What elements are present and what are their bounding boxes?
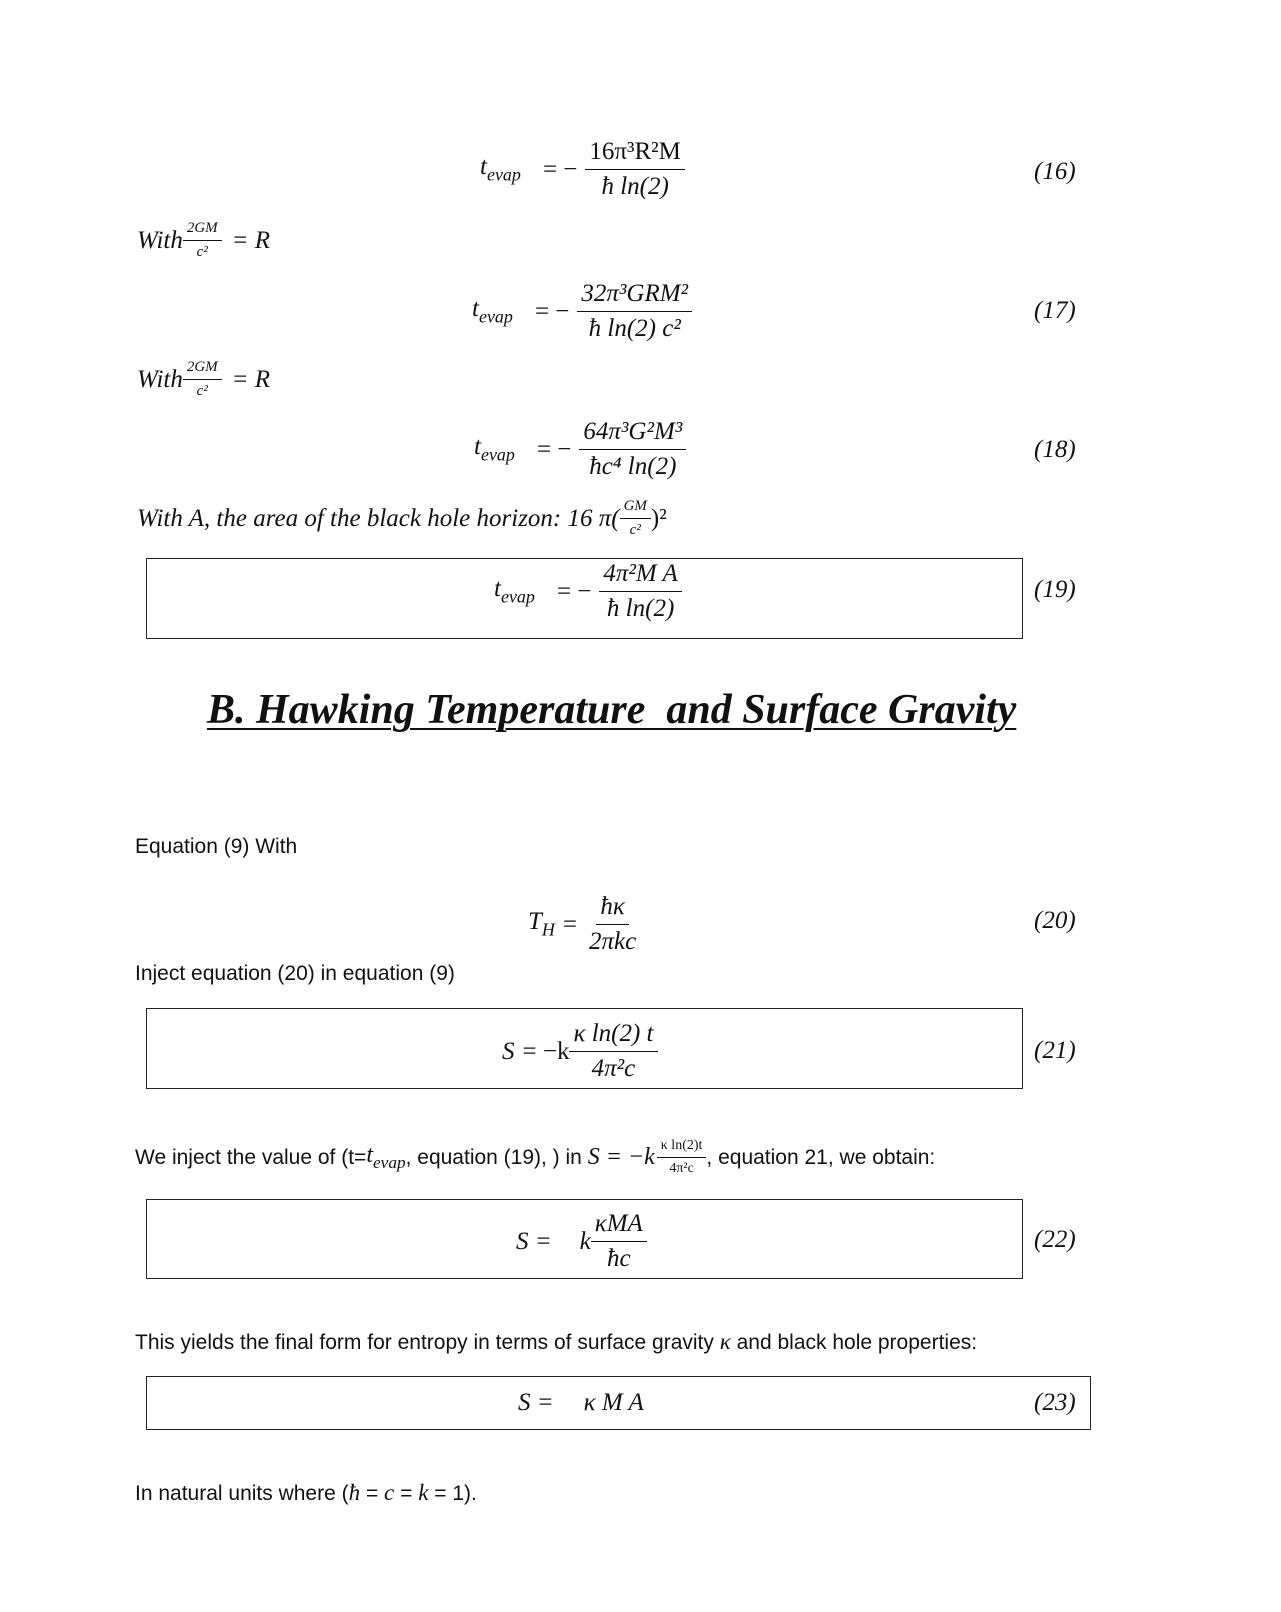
eq17-numerator: 32π³GRM²: [577, 280, 692, 312]
p3-text-b: , equation (19), ) in: [405, 1145, 588, 1169]
with2-numerator: 2GM: [183, 359, 222, 380]
p4-kappa: κ: [719, 1329, 731, 1354]
p5-hbar: ħ: [348, 1480, 361, 1505]
equation-number-20: (20): [1034, 907, 1076, 934]
eq17-fraction: [577, 280, 692, 343]
eq20-denominator: 2πkc: [589, 928, 637, 955]
p3-denominator: 4π²c: [669, 1161, 694, 1176]
paragraph-natural-units: [135, 1480, 477, 1506]
with2-fraction: [183, 359, 222, 400]
with-line-2: [137, 359, 270, 400]
eq19-numerator: 4π²M A: [599, 560, 681, 592]
equation-19: [494, 560, 682, 623]
p5-eq1: =: [360, 1482, 385, 1505]
eq18-lhs: t: [474, 433, 481, 461]
eq20-sign: =: [562, 910, 578, 938]
with2-denominator: c²: [196, 383, 208, 399]
with1-rest: = R: [231, 226, 271, 254]
equation-23: [518, 1389, 644, 1417]
eq22-numerator: κMA: [591, 1210, 647, 1242]
equation-18: [474, 418, 686, 481]
area-line-fraction: [620, 498, 651, 539]
eq21-denominator: 4π²c: [591, 1055, 636, 1082]
with1-fraction: [183, 220, 222, 261]
eq23-lhs: S =: [518, 1389, 554, 1416]
eq22-k: k: [579, 1227, 591, 1255]
area-line-denominator: c²: [629, 522, 641, 538]
eq20-fraction: [585, 893, 640, 956]
eq20-lhs-sub: H: [541, 919, 555, 940]
p3-fraction: [657, 1138, 707, 1177]
eq18-sign: = −: [536, 435, 572, 463]
eq19-sign: = −: [556, 577, 592, 605]
p4-text-b: and black hole properties:: [730, 1331, 978, 1354]
eq21-sign: = −k: [522, 1037, 570, 1065]
p3-text-c: , equation 21, we obtain:: [706, 1145, 936, 1169]
eq18-lhs-sub: evap: [480, 444, 515, 465]
eq18-numerator: 64π³G²M³: [579, 418, 686, 450]
equation-21: [502, 1020, 658, 1083]
p5-k: k: [418, 1480, 429, 1505]
eq17-denominator: ħ ln(2) c²: [588, 315, 681, 342]
eq19-lhs-sub: evap: [500, 586, 535, 607]
p3-text-a: We inject the value of (t=: [135, 1145, 367, 1169]
equation-16: [480, 138, 685, 201]
eq21-fraction: [569, 1020, 657, 1083]
p3-tsub: evap: [373, 1153, 406, 1173]
eq16-sign: = −: [542, 155, 578, 183]
equation-number-18: (18): [1034, 436, 1076, 463]
eq17-lhs-sub: evap: [478, 306, 513, 327]
p5-c: c: [384, 1480, 395, 1505]
eq18-denominator: ħc⁴ ln(2): [589, 453, 677, 480]
p5-eq2: =: [394, 1482, 419, 1505]
eq19-denominator: ħ ln(2): [606, 595, 675, 622]
equation-number-16: (16): [1034, 158, 1076, 185]
paragraph-equation-9-with: Equation (9) With: [135, 835, 298, 858]
equation-number-21: (21): [1034, 1037, 1076, 1064]
with1-numerator: 2GM: [183, 220, 222, 241]
p3-t-evap: [366, 1142, 405, 1173]
p5-text-a: In natural units where (: [135, 1482, 349, 1505]
eq16-denominator: ħ ln(2): [601, 173, 669, 200]
eq19-fraction: [599, 560, 681, 623]
eq16-numerator: 16π³R²M: [585, 138, 685, 170]
paragraph-we-inject: [135, 1138, 935, 1177]
equation-17: [472, 280, 692, 343]
section-heading: B. Hawking Temperature and Surface Gravity: [207, 687, 1017, 733]
eq21-lhs: S: [502, 1037, 515, 1065]
with1-denominator: c²: [196, 244, 208, 260]
eq22-lhs: S =: [516, 1227, 552, 1255]
area-line-text: With A, the area of the black hole horizon: 16 π(: [137, 504, 620, 532]
eq17-lhs: t: [472, 295, 479, 323]
p3-s-equation: S = −k: [587, 1144, 655, 1170]
eq20-numerator: ħκ: [596, 893, 629, 925]
eq19-lhs: t: [494, 575, 501, 603]
area-line: [137, 498, 667, 539]
eq16-lhs-sub: evap: [486, 164, 521, 185]
eq20-lhs: T: [528, 908, 542, 936]
eq18-fraction: [579, 418, 686, 481]
paragraph-this-yields: [135, 1329, 977, 1355]
equation-20: [528, 893, 640, 956]
p5-text-end: = 1).: [428, 1482, 477, 1505]
p4-text-a: This yields the final form for entropy in terms of surface gravity: [135, 1331, 720, 1354]
area-line-close: )²: [650, 504, 667, 532]
with2-prefix: With: [137, 365, 183, 393]
eq21-numerator: κ ln(2) t: [569, 1020, 657, 1052]
p3-numerator: κ ln(2)t: [657, 1138, 707, 1158]
equation-number-17: (17): [1034, 297, 1076, 324]
with-line-1: [137, 220, 270, 261]
eq22-denominator: ħc: [606, 1245, 631, 1272]
equation-22: [516, 1210, 647, 1273]
eq23-rhs: κ M A: [583, 1389, 644, 1416]
with1-prefix: With: [137, 226, 183, 254]
paragraph-inject: Inject equation (20) in equation (9): [135, 962, 455, 985]
eq16-lhs: t: [480, 153, 487, 181]
equation-number-22: (22): [1034, 1226, 1076, 1253]
eq22-fraction: [591, 1210, 647, 1273]
equation-number-23: (23): [1034, 1389, 1076, 1416]
area-line-numerator: GM: [620, 498, 651, 519]
eq16-fraction: [585, 138, 685, 201]
p3-t: t: [366, 1141, 373, 1168]
eq17-sign: = −: [534, 297, 570, 325]
with2-rest: = R: [231, 365, 271, 393]
equation-number-19: (19): [1034, 576, 1076, 603]
